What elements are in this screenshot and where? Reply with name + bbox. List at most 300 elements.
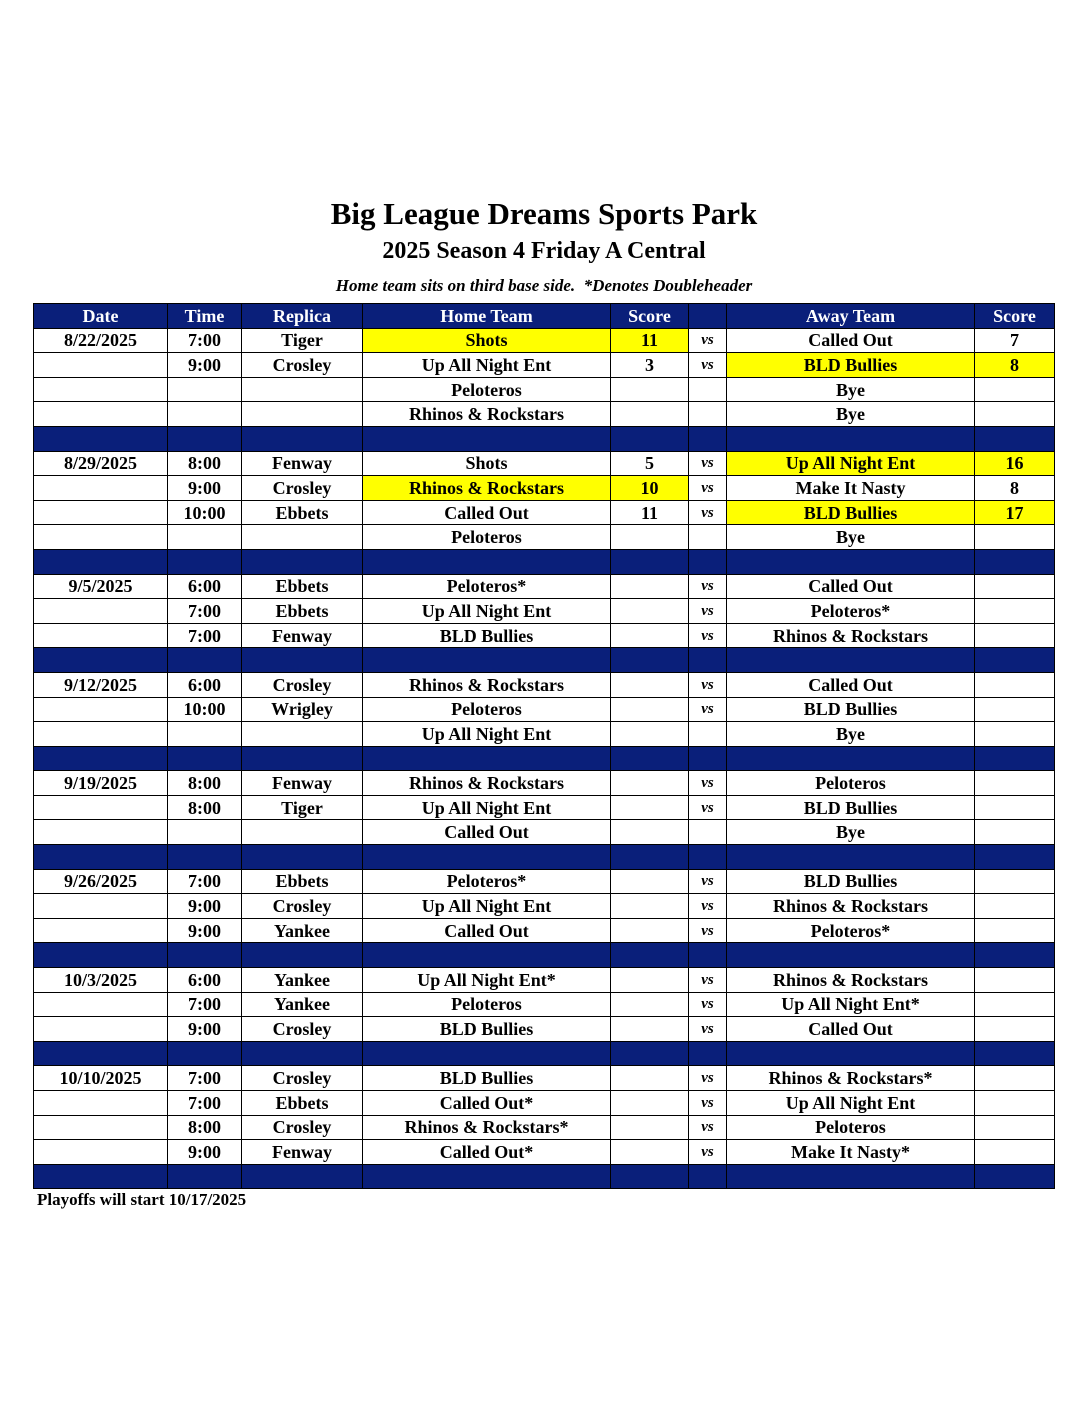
table-row xyxy=(34,1091,1055,1116)
schedule-body xyxy=(34,328,1055,1189)
date-cell xyxy=(34,623,168,648)
table-row xyxy=(34,1140,1055,1165)
separator-cell xyxy=(611,549,689,574)
time-cell: 7:00 xyxy=(168,328,242,353)
replica-cell: Tiger xyxy=(242,795,363,820)
away-team-cell: Called Out xyxy=(727,328,975,353)
home-score-cell xyxy=(611,1140,689,1165)
away-score-cell xyxy=(975,377,1055,402)
table-row xyxy=(34,1017,1055,1042)
separator-cell xyxy=(34,549,168,574)
home-team-cell: Peloteros xyxy=(363,697,611,722)
home-score-cell: 5 xyxy=(611,451,689,476)
replica-cell: Crosley xyxy=(242,353,363,378)
replica-cell: Yankee xyxy=(242,968,363,993)
vs-cell xyxy=(689,820,727,845)
col-header-time: Time xyxy=(168,304,242,329)
separator-cell xyxy=(168,426,242,451)
replica-cell xyxy=(242,377,363,402)
vs-cell: vs xyxy=(689,1066,727,1091)
date-cell xyxy=(34,918,168,943)
date-cell xyxy=(34,353,168,378)
home-score-cell xyxy=(611,1066,689,1091)
time-cell: 9:00 xyxy=(168,1017,242,1042)
week-separator xyxy=(34,746,1055,771)
time-cell: 10:00 xyxy=(168,500,242,525)
separator-cell xyxy=(975,746,1055,771)
away-score-cell: 17 xyxy=(975,500,1055,525)
away-score-cell xyxy=(975,1066,1055,1091)
away-score-cell xyxy=(975,918,1055,943)
away-score-cell xyxy=(975,574,1055,599)
separator-cell xyxy=(242,648,363,673)
away-score-cell xyxy=(975,992,1055,1017)
vs-cell xyxy=(689,377,727,402)
table-row xyxy=(34,672,1055,697)
separator-cell xyxy=(168,1164,242,1189)
vs-cell: vs xyxy=(689,672,727,697)
time-cell: 7:00 xyxy=(168,992,242,1017)
playoffs-note: Playoffs will start 10/17/2025 xyxy=(37,1190,247,1209)
away-team-cell: Make It Nasty* xyxy=(727,1140,975,1165)
replica-cell: Fenway xyxy=(242,1140,363,1165)
separator-cell xyxy=(611,426,689,451)
date-cell xyxy=(34,377,168,402)
table-row xyxy=(34,402,1055,427)
separator-cell xyxy=(363,746,611,771)
table-row xyxy=(34,451,1055,476)
schedule-note: Home team sits on third base side. *Denotes Doubleheader xyxy=(335,276,753,295)
separator-cell xyxy=(975,648,1055,673)
replica-cell: Ebbets xyxy=(242,500,363,525)
away-score-cell xyxy=(975,402,1055,427)
home-score-cell: 10 xyxy=(611,476,689,501)
home-team-cell: Rhinos & Rockstars xyxy=(363,402,611,427)
separator-cell xyxy=(242,426,363,451)
home-score-cell xyxy=(611,697,689,722)
replica-cell: Ebbets xyxy=(242,1091,363,1116)
vs-cell: vs xyxy=(689,328,727,353)
separator-cell xyxy=(34,845,168,870)
home-team-cell: Rhinos & Rockstars xyxy=(363,771,611,796)
replica-cell: Ebbets xyxy=(242,599,363,624)
vs-cell: vs xyxy=(689,574,727,599)
page-subtitle: 2025 Season 4 Friday A Central xyxy=(382,238,706,264)
time-cell: 6:00 xyxy=(168,672,242,697)
table-row xyxy=(34,968,1055,993)
away-team-cell: Rhinos & Rockstars xyxy=(727,623,975,648)
replica-cell: Crosley xyxy=(242,1066,363,1091)
replica-cell: Yankee xyxy=(242,918,363,943)
time-cell: 7:00 xyxy=(168,623,242,648)
away-score-cell xyxy=(975,1115,1055,1140)
separator-cell xyxy=(727,549,975,574)
home-team-cell: Called Out xyxy=(363,820,611,845)
date-cell xyxy=(34,476,168,501)
vs-cell: vs xyxy=(689,869,727,894)
replica-cell xyxy=(242,402,363,427)
home-team-cell: Called Out* xyxy=(363,1091,611,1116)
vs-cell: vs xyxy=(689,795,727,820)
date-cell: 9/12/2025 xyxy=(34,672,168,697)
vs-cell: vs xyxy=(689,353,727,378)
separator-cell xyxy=(363,845,611,870)
away-team-cell: BLD Bullies xyxy=(727,697,975,722)
week-separator xyxy=(34,648,1055,673)
away-team-cell: Rhinos & Rockstars xyxy=(727,894,975,919)
vs-cell: vs xyxy=(689,1115,727,1140)
vs-cell: vs xyxy=(689,894,727,919)
home-score-cell xyxy=(611,574,689,599)
time-cell: 9:00 xyxy=(168,894,242,919)
away-team-cell: Rhinos & Rockstars* xyxy=(727,1066,975,1091)
away-score-cell: 8 xyxy=(975,476,1055,501)
separator-cell xyxy=(689,943,727,968)
replica-cell xyxy=(242,820,363,845)
home-score-cell xyxy=(611,672,689,697)
table-row xyxy=(34,525,1055,550)
table-row xyxy=(34,820,1055,845)
away-team-cell: Called Out xyxy=(727,672,975,697)
vs-cell: vs xyxy=(689,1140,727,1165)
away-score-cell xyxy=(975,795,1055,820)
separator-cell xyxy=(975,845,1055,870)
away-team-cell: Peloteros xyxy=(727,771,975,796)
date-cell: 10/10/2025 xyxy=(34,1066,168,1091)
away-score-cell: 7 xyxy=(975,328,1055,353)
away-score-cell xyxy=(975,1017,1055,1042)
home-team-cell: BLD Bullies xyxy=(363,1066,611,1091)
home-score-cell xyxy=(611,992,689,1017)
page-title: Big League Dreams Sports Park xyxy=(330,196,758,231)
away-team-cell: Bye xyxy=(727,525,975,550)
replica-cell: Yankee xyxy=(242,992,363,1017)
table-row xyxy=(34,623,1055,648)
home-score-cell xyxy=(611,1017,689,1042)
away-team-cell: Peloteros* xyxy=(727,599,975,624)
away-score-cell xyxy=(975,771,1055,796)
time-cell: 7:00 xyxy=(168,869,242,894)
separator-cell xyxy=(975,943,1055,968)
week-separator xyxy=(34,943,1055,968)
col-header-vs xyxy=(689,304,727,329)
away-team-cell: Bye xyxy=(727,377,975,402)
separator-cell xyxy=(975,1164,1055,1189)
separator-cell xyxy=(727,845,975,870)
separator-cell xyxy=(168,746,242,771)
away-score-cell xyxy=(975,697,1055,722)
away-team-cell: Bye xyxy=(727,402,975,427)
home-score-cell xyxy=(611,722,689,747)
vs-cell: vs xyxy=(689,918,727,943)
date-cell: 9/26/2025 xyxy=(34,869,168,894)
separator-cell xyxy=(34,648,168,673)
date-cell: 9/5/2025 xyxy=(34,574,168,599)
away-score-cell xyxy=(975,525,1055,550)
date-cell xyxy=(34,795,168,820)
separator-cell xyxy=(727,1041,975,1066)
home-team-cell: Called Out xyxy=(363,918,611,943)
table-row xyxy=(34,894,1055,919)
time-cell: 6:00 xyxy=(168,968,242,993)
separator-cell xyxy=(727,746,975,771)
separator-cell xyxy=(363,426,611,451)
vs-cell xyxy=(689,722,727,747)
replica-cell: Crosley xyxy=(242,894,363,919)
vs-cell: vs xyxy=(689,968,727,993)
week-separator xyxy=(34,1041,1055,1066)
away-score-cell xyxy=(975,968,1055,993)
vs-cell: vs xyxy=(689,451,727,476)
home-score-cell xyxy=(611,869,689,894)
col-header-away-score: Score xyxy=(975,304,1055,329)
away-team-cell: BLD Bullies xyxy=(727,795,975,820)
replica-cell: Fenway xyxy=(242,771,363,796)
home-team-cell: Shots xyxy=(363,328,611,353)
table-row xyxy=(34,697,1055,722)
week-separator xyxy=(34,549,1055,574)
week-separator xyxy=(34,1164,1055,1189)
home-team-cell: Rhinos & Rockstars xyxy=(363,476,611,501)
home-score-cell: 3 xyxy=(611,353,689,378)
home-score-cell xyxy=(611,771,689,796)
home-score-cell xyxy=(611,623,689,648)
date-cell: 10/3/2025 xyxy=(34,968,168,993)
separator-cell xyxy=(689,845,727,870)
replica-cell: Crosley xyxy=(242,672,363,697)
separator-cell xyxy=(611,648,689,673)
replica-cell: Wrigley xyxy=(242,697,363,722)
separator-cell xyxy=(34,426,168,451)
home-team-cell: Peloteros* xyxy=(363,574,611,599)
replica-cell: Fenway xyxy=(242,623,363,648)
date-cell xyxy=(34,697,168,722)
table-row xyxy=(34,869,1055,894)
time-cell xyxy=(168,820,242,845)
away-team-cell: Called Out xyxy=(727,574,975,599)
separator-cell xyxy=(689,549,727,574)
away-team-cell: Peloteros xyxy=(727,1115,975,1140)
vs-cell: vs xyxy=(689,771,727,796)
away-team-cell: Make It Nasty xyxy=(727,476,975,501)
time-cell: 7:00 xyxy=(168,1066,242,1091)
home-score-cell xyxy=(611,894,689,919)
vs-cell: vs xyxy=(689,599,727,624)
separator-cell xyxy=(689,1164,727,1189)
home-team-cell: Rhinos & Rockstars* xyxy=(363,1115,611,1140)
home-score-cell xyxy=(611,599,689,624)
away-score-cell xyxy=(975,722,1055,747)
table-row xyxy=(34,377,1055,402)
time-cell: 8:00 xyxy=(168,1115,242,1140)
separator-cell xyxy=(363,549,611,574)
vs-cell xyxy=(689,402,727,427)
vs-cell xyxy=(689,525,727,550)
col-header-date: Date xyxy=(34,304,168,329)
separator-cell xyxy=(727,943,975,968)
col-header-away-team: Away Team xyxy=(727,304,975,329)
date-cell: 8/22/2025 xyxy=(34,328,168,353)
separator-cell xyxy=(242,1041,363,1066)
separator-cell xyxy=(168,648,242,673)
replica-cell: Ebbets xyxy=(242,869,363,894)
separator-cell xyxy=(727,648,975,673)
week-separator xyxy=(34,426,1055,451)
away-team-cell: Up All Night Ent xyxy=(727,1091,975,1116)
table-row xyxy=(34,476,1055,501)
date-cell xyxy=(34,820,168,845)
away-team-cell: Rhinos & Rockstars xyxy=(727,968,975,993)
away-score-cell xyxy=(975,672,1055,697)
away-team-cell: BLD Bullies xyxy=(727,353,975,378)
date-cell xyxy=(34,1140,168,1165)
schedule-table xyxy=(33,303,1055,1189)
header-row xyxy=(34,304,1055,329)
home-team-cell: BLD Bullies xyxy=(363,1017,611,1042)
separator-cell xyxy=(611,1041,689,1066)
date-cell xyxy=(34,525,168,550)
home-team-cell: Peloteros xyxy=(363,992,611,1017)
separator-cell xyxy=(689,1041,727,1066)
separator-cell xyxy=(242,943,363,968)
separator-cell xyxy=(611,943,689,968)
away-team-cell: Up All Night Ent xyxy=(727,451,975,476)
home-score-cell xyxy=(611,1091,689,1116)
home-team-cell: Up All Night Ent xyxy=(363,599,611,624)
home-score-cell xyxy=(611,918,689,943)
separator-cell xyxy=(242,549,363,574)
separator-cell xyxy=(975,426,1055,451)
date-cell xyxy=(34,402,168,427)
home-team-cell: Up All Night Ent xyxy=(363,894,611,919)
separator-cell xyxy=(689,746,727,771)
table-row xyxy=(34,599,1055,624)
away-score-cell: 8 xyxy=(975,353,1055,378)
away-team-cell: Called Out xyxy=(727,1017,975,1042)
separator-cell xyxy=(611,1164,689,1189)
table-row xyxy=(34,795,1055,820)
away-score-cell xyxy=(975,820,1055,845)
separator-cell xyxy=(975,1041,1055,1066)
away-team-cell: BLD Bullies xyxy=(727,869,975,894)
away-team-cell: Bye xyxy=(727,820,975,845)
away-team-cell: Peloteros* xyxy=(727,918,975,943)
date-cell: 9/19/2025 xyxy=(34,771,168,796)
replica-cell: Crosley xyxy=(242,1115,363,1140)
table-row xyxy=(34,771,1055,796)
separator-cell xyxy=(611,746,689,771)
vs-cell: vs xyxy=(689,697,727,722)
separator-cell xyxy=(242,845,363,870)
home-score-cell xyxy=(611,525,689,550)
time-cell: 9:00 xyxy=(168,918,242,943)
table-row xyxy=(34,1066,1055,1091)
separator-cell xyxy=(363,943,611,968)
date-cell xyxy=(34,1115,168,1140)
separator-cell xyxy=(363,1164,611,1189)
separator-cell xyxy=(727,426,975,451)
home-score-cell xyxy=(611,377,689,402)
separator-cell xyxy=(242,1164,363,1189)
col-header-replica: Replica xyxy=(242,304,363,329)
separator-cell xyxy=(168,549,242,574)
table-row xyxy=(34,992,1055,1017)
separator-cell xyxy=(975,549,1055,574)
date-cell xyxy=(34,992,168,1017)
away-team-cell: Up All Night Ent* xyxy=(727,992,975,1017)
away-team-cell: Bye xyxy=(727,722,975,747)
separator-cell xyxy=(363,1041,611,1066)
away-score-cell xyxy=(975,599,1055,624)
table-row xyxy=(34,918,1055,943)
away-score-cell xyxy=(975,1091,1055,1116)
table-row xyxy=(34,722,1055,747)
home-team-cell: Peloteros xyxy=(363,525,611,550)
table-row xyxy=(34,1115,1055,1140)
replica-cell xyxy=(242,722,363,747)
time-cell: 9:00 xyxy=(168,353,242,378)
home-score-cell xyxy=(611,968,689,993)
vs-cell: vs xyxy=(689,992,727,1017)
separator-cell xyxy=(34,943,168,968)
home-team-cell: Up All Night Ent xyxy=(363,353,611,378)
separator-cell xyxy=(34,1164,168,1189)
table-row xyxy=(34,353,1055,378)
replica-cell: Ebbets xyxy=(242,574,363,599)
home-team-cell: Up All Night Ent xyxy=(363,722,611,747)
home-team-cell: Rhinos & Rockstars xyxy=(363,672,611,697)
vs-cell: vs xyxy=(689,500,727,525)
col-header-home-score: Score xyxy=(611,304,689,329)
time-cell: 8:00 xyxy=(168,451,242,476)
time-cell: 7:00 xyxy=(168,1091,242,1116)
separator-cell xyxy=(727,1164,975,1189)
time-cell: 8:00 xyxy=(168,771,242,796)
home-score-cell xyxy=(611,820,689,845)
home-team-cell: BLD Bullies xyxy=(363,623,611,648)
replica-cell: Fenway xyxy=(242,451,363,476)
date-cell xyxy=(34,1017,168,1042)
week-separator xyxy=(34,845,1055,870)
away-score-cell xyxy=(975,1140,1055,1165)
home-score-cell xyxy=(611,1115,689,1140)
separator-cell xyxy=(34,746,168,771)
vs-cell: vs xyxy=(689,476,727,501)
time-cell: 8:00 xyxy=(168,795,242,820)
home-team-cell: Up All Night Ent* xyxy=(363,968,611,993)
time-cell: 6:00 xyxy=(168,574,242,599)
home-score-cell: 11 xyxy=(611,500,689,525)
home-team-cell: Up All Night Ent xyxy=(363,795,611,820)
home-score-cell: 11 xyxy=(611,328,689,353)
separator-cell xyxy=(689,426,727,451)
date-cell xyxy=(34,894,168,919)
replica-cell: Crosley xyxy=(242,1017,363,1042)
separator-cell xyxy=(689,648,727,673)
col-header-home-team: Home Team xyxy=(363,304,611,329)
table-row xyxy=(34,500,1055,525)
date-cell xyxy=(34,722,168,747)
time-cell xyxy=(168,402,242,427)
away-score-cell xyxy=(975,894,1055,919)
table-row xyxy=(34,328,1055,353)
separator-cell xyxy=(168,845,242,870)
time-cell: 10:00 xyxy=(168,697,242,722)
home-team-cell: Peloteros* xyxy=(363,869,611,894)
date-cell xyxy=(34,500,168,525)
time-cell: 9:00 xyxy=(168,1140,242,1165)
separator-cell xyxy=(168,1041,242,1066)
